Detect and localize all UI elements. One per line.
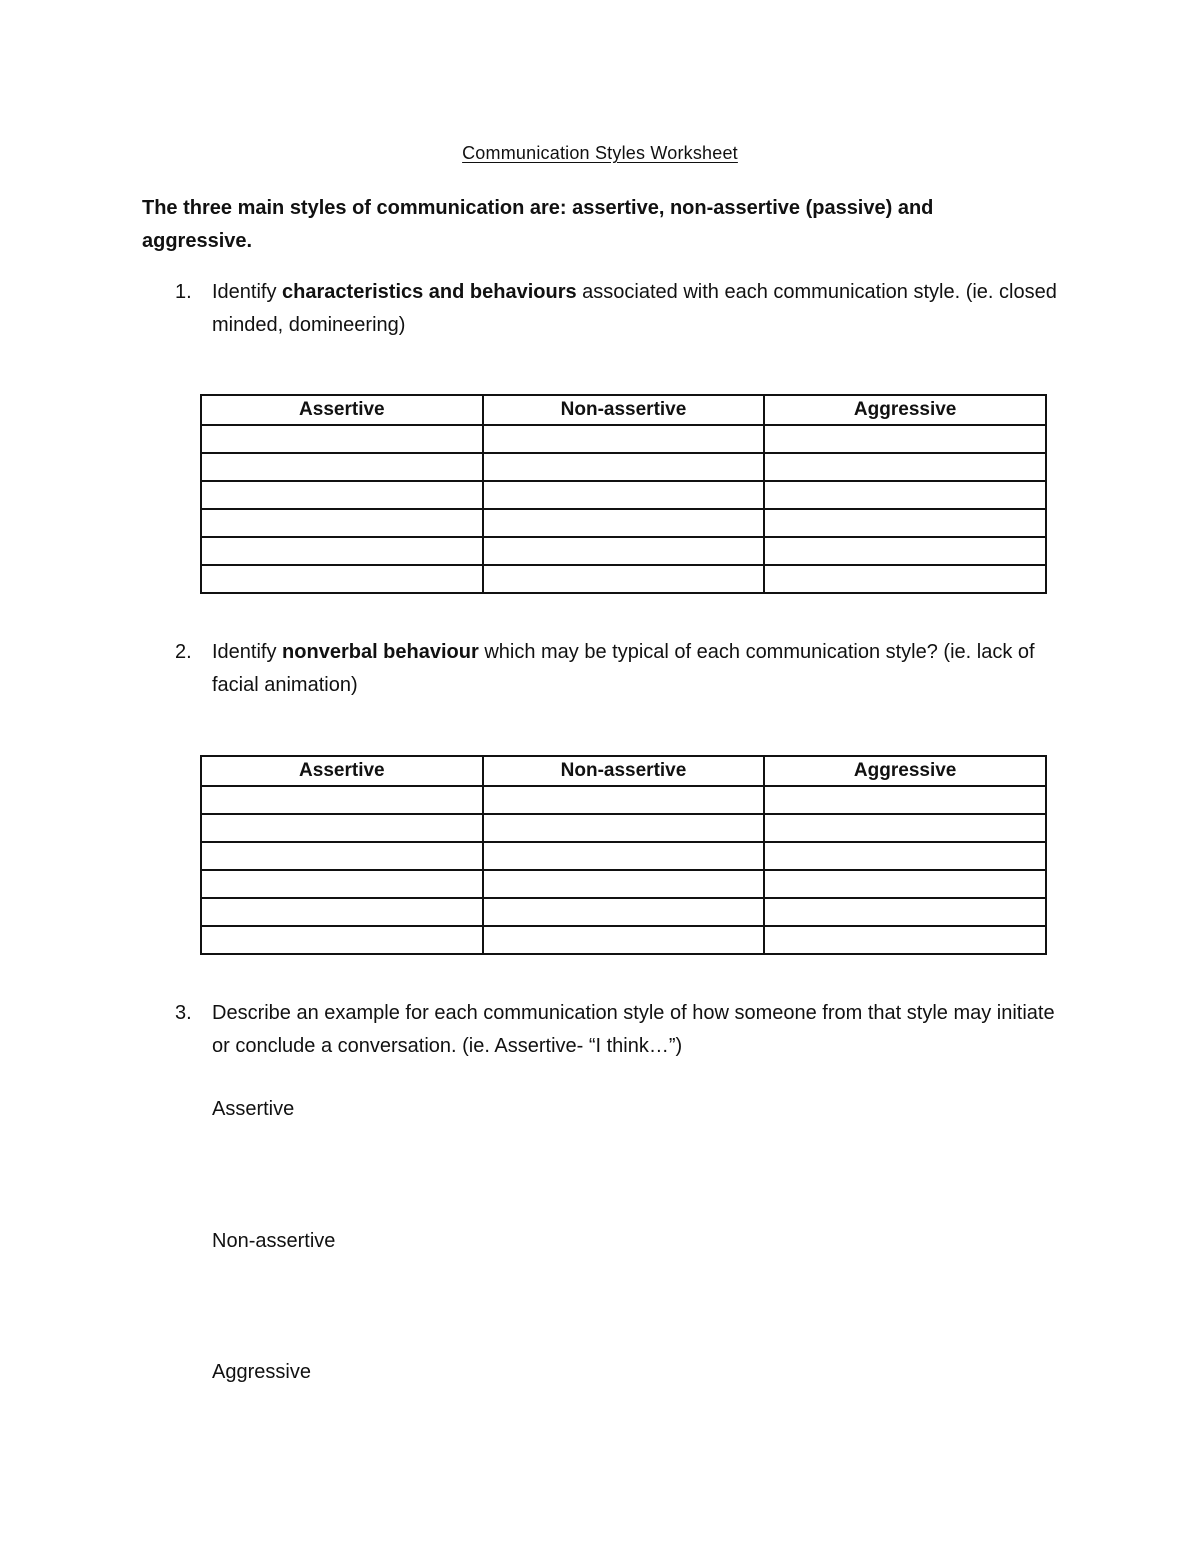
column-header-aggressive: Aggressive xyxy=(764,756,1046,786)
question-1-text-emphasis: characteristics and behaviours xyxy=(282,281,577,303)
answer-cell-aggressive[interactable] xyxy=(764,898,1046,926)
answer-cell-assertive[interactable] xyxy=(201,509,483,537)
answer-cell-assertive[interactable] xyxy=(201,926,483,954)
answer-cell-assertive[interactable] xyxy=(201,898,483,926)
table-row xyxy=(201,509,1046,537)
table-row xyxy=(201,537,1046,565)
answer-label-aggressive: Aggressive xyxy=(212,1361,311,1383)
column-header-non-assertive: Non-assertive xyxy=(483,756,765,786)
question-3-number: 3. xyxy=(175,1002,192,1024)
column-header-assertive: Assertive xyxy=(201,756,483,786)
answer-label-assertive: Assertive xyxy=(212,1098,295,1120)
answer-cell-non-assertive[interactable] xyxy=(483,842,765,870)
answer-cell-non-assertive[interactable] xyxy=(483,425,765,453)
table-header-row xyxy=(201,395,1046,425)
question-2-text-start: Identify xyxy=(212,641,283,663)
answer-cell-non-assertive[interactable] xyxy=(483,870,765,898)
intro-text: The three main styles of communication are: assertive, non-assertive (passive) and aggressive. xyxy=(142,197,934,252)
table-row xyxy=(201,453,1046,481)
answer-cell-assertive[interactable] xyxy=(201,537,483,565)
question-1-text-end: associated with each communication style. (ie. closed minded, domineering) xyxy=(212,281,1057,336)
answer-cell-non-assertive[interactable] xyxy=(483,565,765,593)
answer-cell-assertive[interactable] xyxy=(201,453,483,481)
answer-cell-assertive[interactable] xyxy=(201,786,483,814)
table-body xyxy=(201,786,1046,954)
answer-label-non-assertive: Non-assertive xyxy=(212,1230,336,1252)
column-header-non-assertive: Non-assertive xyxy=(483,395,765,425)
answer-cell-aggressive[interactable] xyxy=(764,926,1046,954)
answer-cell-non-assertive[interactable] xyxy=(483,926,765,954)
answer-cell-non-assertive[interactable] xyxy=(483,898,765,926)
question-1-number: 1. xyxy=(175,281,192,303)
question-2-text-emphasis: nonverbal behaviour xyxy=(282,641,479,663)
table-header-row xyxy=(201,756,1046,786)
table-row xyxy=(201,565,1046,593)
table-row xyxy=(201,842,1046,870)
answer-cell-aggressive[interactable] xyxy=(764,814,1046,842)
answer-cell-aggressive[interactable] xyxy=(764,425,1046,453)
answer-cell-assertive[interactable] xyxy=(201,814,483,842)
answer-cell-non-assertive[interactable] xyxy=(483,814,765,842)
table-row xyxy=(201,926,1046,954)
table-row xyxy=(201,786,1046,814)
answer-cell-assertive[interactable] xyxy=(201,842,483,870)
question-2-number: 2. xyxy=(175,641,192,663)
answer-cell-non-assertive[interactable] xyxy=(483,509,765,537)
answer-cell-aggressive[interactable] xyxy=(764,453,1046,481)
question-3-text: Describe an example for each communication style of how someone from that style may initiate or conclude a conversation. (ie. Assertive- “I think…”) xyxy=(212,1002,1055,1057)
question-2-text xyxy=(212,636,1072,702)
answer-cell-assertive[interactable] xyxy=(201,425,483,453)
answer-cell-assertive[interactable] xyxy=(201,870,483,898)
question-1-text-start: Identify xyxy=(212,281,283,303)
table-row xyxy=(201,814,1046,842)
answer-cell-non-assertive[interactable] xyxy=(483,537,765,565)
column-header-aggressive: Aggressive xyxy=(764,395,1046,425)
question-1-text xyxy=(212,276,1072,342)
answer-cell-aggressive[interactable] xyxy=(764,842,1046,870)
column-header-assertive: Assertive xyxy=(201,395,483,425)
answer-cell-assertive[interactable] xyxy=(201,565,483,593)
answer-cell-non-assertive[interactable] xyxy=(483,786,765,814)
table-row xyxy=(201,481,1046,509)
answer-cell-aggressive[interactable] xyxy=(764,537,1046,565)
table-row xyxy=(201,425,1046,453)
answer-cell-aggressive[interactable] xyxy=(764,509,1046,537)
table-row xyxy=(201,898,1046,926)
answer-cell-aggressive[interactable] xyxy=(764,565,1046,593)
answer-cell-assertive[interactable] xyxy=(201,481,483,509)
table-row xyxy=(201,870,1046,898)
answer-cell-aggressive[interactable] xyxy=(764,481,1046,509)
answer-cell-non-assertive[interactable] xyxy=(483,481,765,509)
question-2-text-end: which may be typical of each communication style? (ie. lack of facial animation) xyxy=(212,641,1035,696)
answer-cell-aggressive[interactable] xyxy=(764,870,1046,898)
answer-cell-non-assertive[interactable] xyxy=(483,453,765,481)
answer-cell-aggressive[interactable] xyxy=(764,786,1046,814)
nonverbal-table xyxy=(200,755,1047,955)
worksheet-title: Communication Styles Worksheet xyxy=(462,143,738,163)
table-body xyxy=(201,425,1046,593)
characteristics-table xyxy=(200,394,1047,594)
